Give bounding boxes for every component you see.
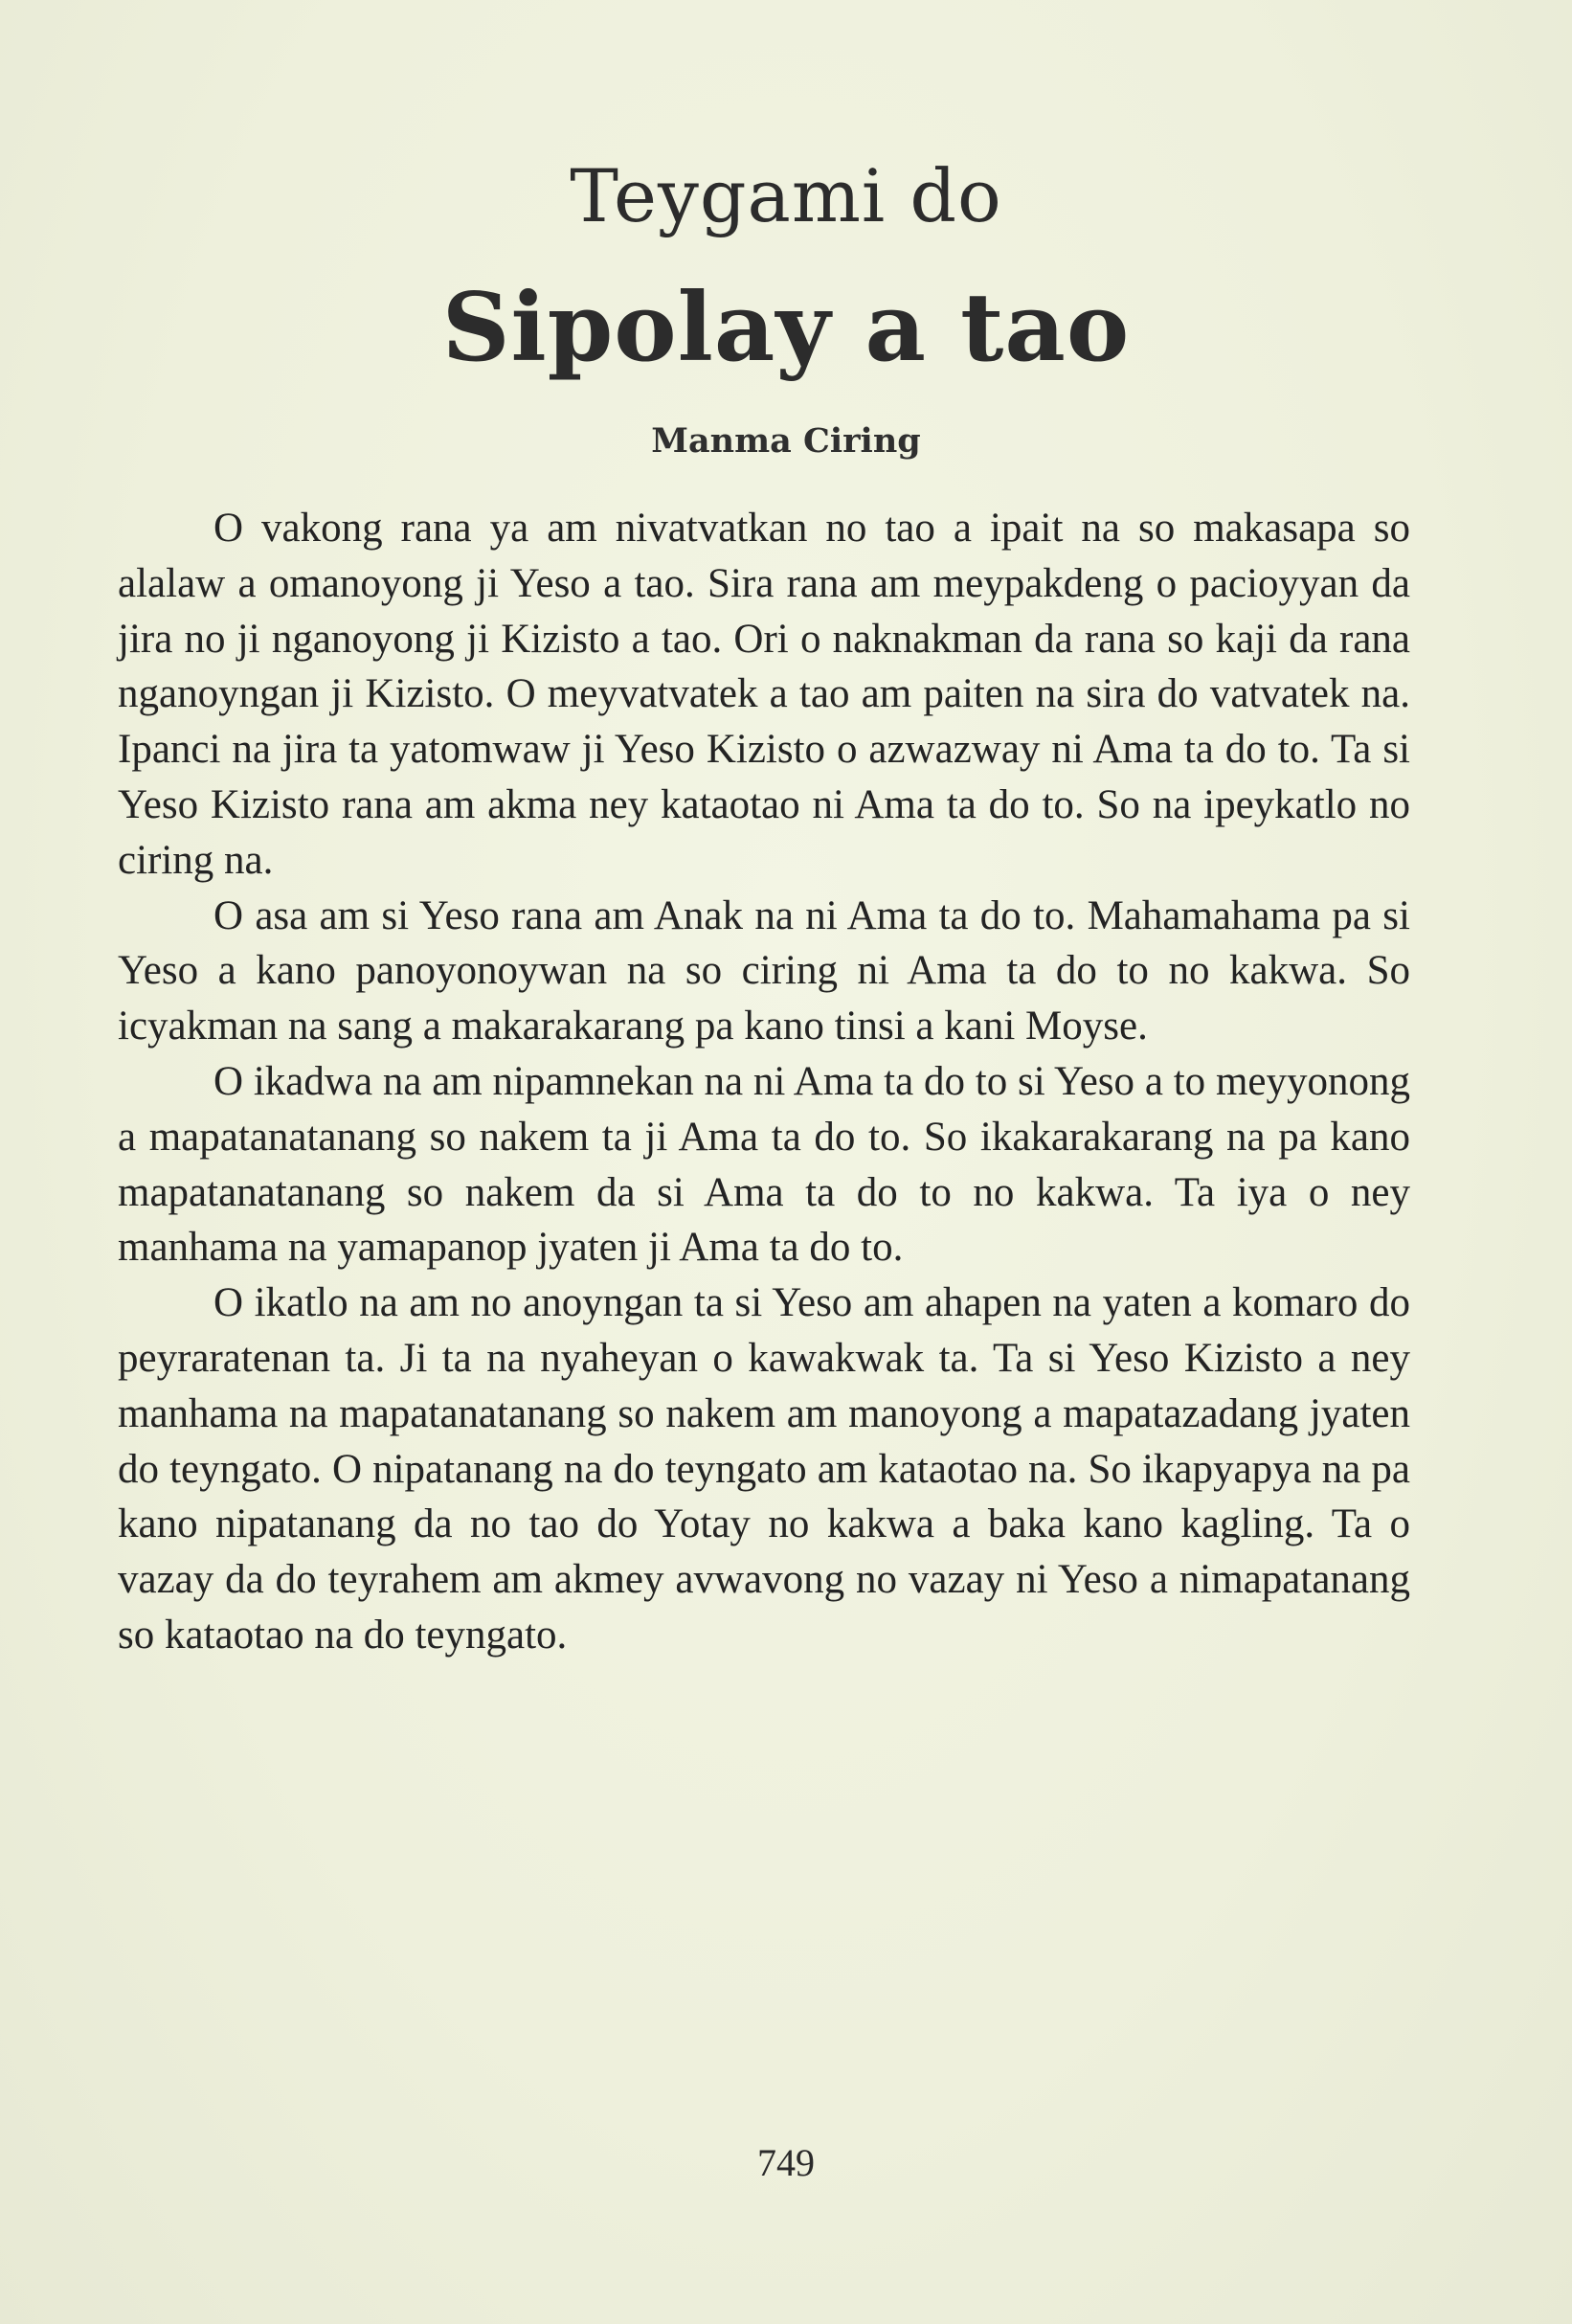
paragraph-1: O vakong rana ya am nivatvatkan no tao a ipait na so makasapa so alalaw a omanoyong ji Yeso a tao. Sira rana am meypakdeng o pacioyyan da jira no ji nganoyong ji Kizisto a tao. Ori o naknakman da rana so kaji da rana nganoyngan ji Kizisto. O meyvatvatek a tao am paiten na sira do vatvatek na. Ipanci na jira ta yatomwaw ji Yeso Kizisto o azwazway ni Ama ta do to. Ta si Yeso Kizisto rana am akma ney kataotao ni Ama ta do to. So na ipeykatlo no ciring na.	[118, 506, 1410, 883]
article-body	[118, 501, 1410, 1663]
author-name: Manma Ciring	[651, 421, 921, 461]
title-line-1: Teygami do	[570, 153, 1002, 238]
title-line-2: Sipolay a tao	[441, 273, 1131, 383]
paragraph-4: O ikatlo na am no anoyngan ta si Yeso am ahapen na yaten a komaro do peyraratenan ta. Ji ta na nyaheyan o kawakwak ta. Ta si Yeso Kizisto a ney manhama na mapatanatanang so nakem am manoyong a mapatazadang jyaten do teyngato. O nipatanang na do teyngato am kataotao na. So ikapyapya na pa kano nipatanang da no tao do Yotay no kakwa a baka kano kagling. Ta o vazay da do teyrahem am akmey avwavong no vazay ni Yeso a nimapatanang so kataotao na do teyngato.	[118, 1280, 1410, 1658]
paragraph-3: O ikadwa na am nipamnekan na ni Ama ta do to si Yeso a to meyyonong a mapatanatanang so nakem ta ji Ama ta do to. So ikakarakarang na pa kano mapatanatanang so nakem da si Ama ta do to no kakwa. Ta iya o ney manhama na yamapanop jyaten ji Ama ta do to.	[118, 1058, 1410, 1271]
page-number: 749	[757, 2141, 815, 2184]
paragraph-2: O asa am si Yeso rana am Anak na ni Ama ta do to. Mahamahama pa si Yeso a kano panoyonoywan na so ciring ni Ama ta do to no kakwa. So icyakman na sang a makarakarang pa kano tinsi a kani Moyse.	[118, 892, 1410, 1049]
